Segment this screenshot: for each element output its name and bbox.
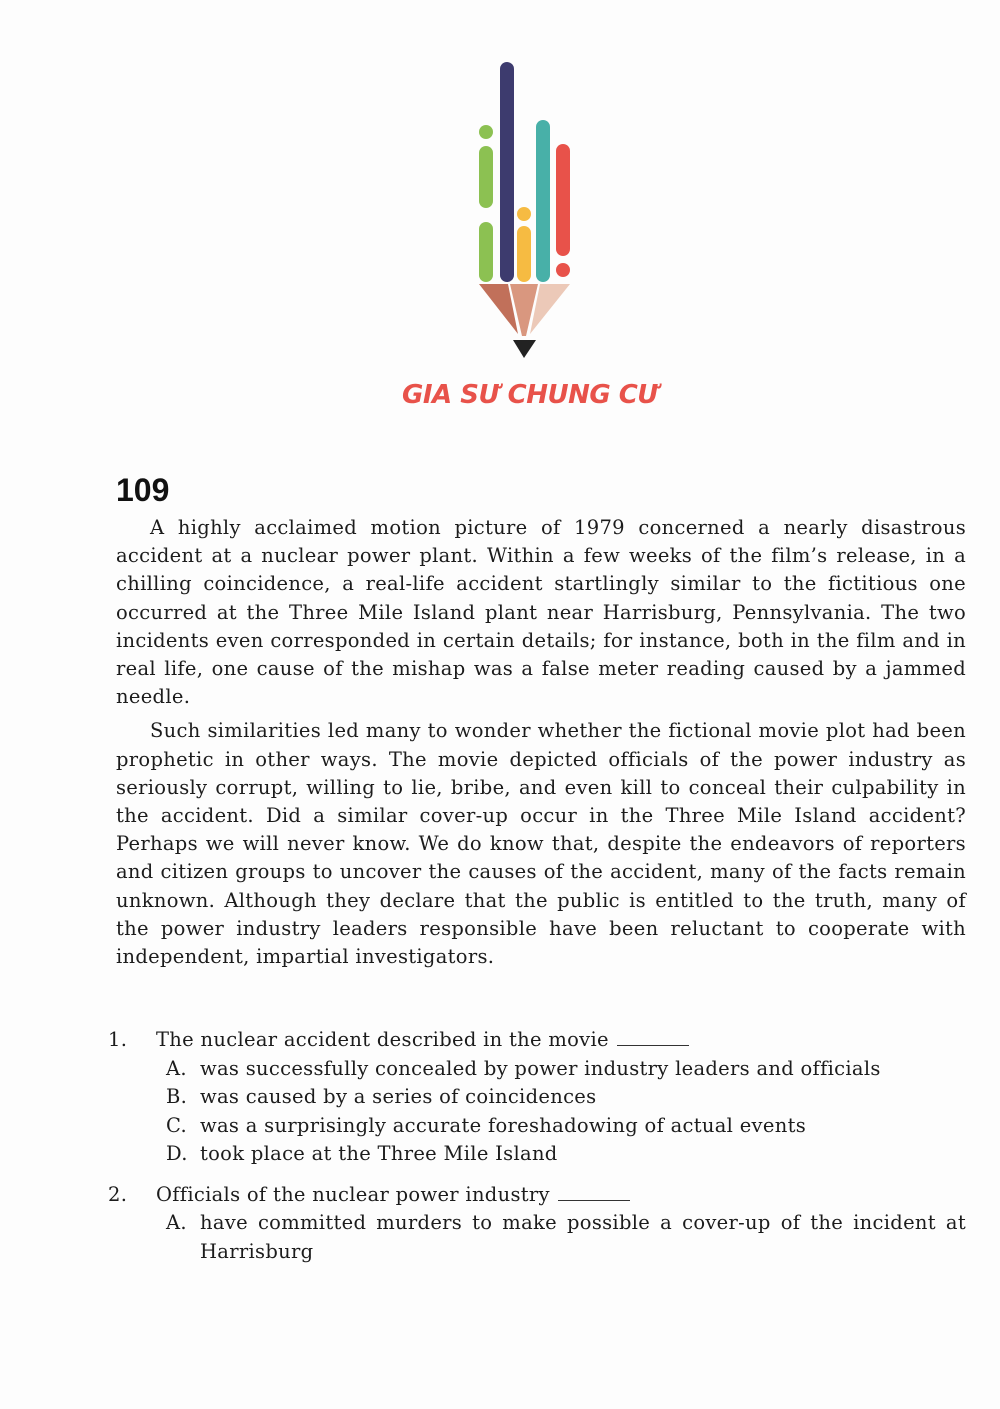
question-stem (108, 1026, 966, 1055)
option-text: took place at the Three Mile Island (200, 1142, 558, 1165)
passage-paragraph: Such similarities led many to wonder whether the fictional movie plot had been prophetic in other ways. The movie depicted officials of the power industry as seriously corrupt, willing to lie, bribe, and even kill to conceal their culpability in the accident. Did a similar cover-up occur in the Three Mile Island accident? Perhaps we will never know. We do know that, despite the endeavors of reporters and citizen groups to uncover the causes of the accident, many of the facts remain unknown. Although they declare that the public is entitled to the truth, many of the power industry leaders responsible have been reluctant to cooperate with independent, impartial investigators. (116, 719, 966, 969)
logo-bar-green-bottom (479, 222, 493, 282)
question-number: 1. (108, 1028, 128, 1051)
logo-bar-yellow (517, 226, 531, 282)
option-label: A. (166, 1211, 187, 1234)
logo-bar-teal (536, 120, 550, 282)
answer-option[interactable] (108, 1083, 966, 1112)
logo-dot-green (479, 125, 493, 139)
answer-option[interactable] (108, 1055, 966, 1084)
option-text: was a surprisingly accurate foreshadowing of actual events (200, 1113, 807, 1137)
reading-passage (116, 514, 966, 977)
passage-paragraph: A highly acclaimed motion picture of 1979 concerned a nearly disastrous accident at a nuclear power plant. Within a few weeks of the film’s release, in a chilling coincidence, a real-life accident startlingly similar to the fictitious one occurred at the Three Mile Island plant near Harrisburg, Pennsylvania. The two incidents even corresponded in certain details; for instance, both in the film and in real life, one cause of the mishap was a false meter reading caused by a jammed needle. (116, 516, 966, 709)
question-number: 2. (108, 1182, 128, 1206)
question-text (156, 1181, 630, 1210)
question-stem-text: The nuclear accident described in the movie (156, 1028, 609, 1051)
logo-bar-navy (500, 62, 514, 282)
section-number: 109 (116, 472, 170, 508)
answer-option[interactable] (108, 1112, 966, 1141)
logo-dot-red (556, 263, 570, 277)
logo-dot-yellow (517, 207, 531, 221)
answer-option[interactable] (108, 1140, 966, 1169)
answer-option[interactable] (108, 1209, 966, 1266)
question-item (108, 1181, 966, 1267)
logo-nib (513, 340, 536, 358)
logo-bar-green-top (479, 146, 493, 208)
option-label: D. (166, 1142, 188, 1165)
answer-blank[interactable] (558, 1182, 630, 1201)
pencil-logo-icon (470, 62, 580, 362)
question-stem (108, 1181, 966, 1210)
option-text: was successfully concealed by power industry leaders and officials (200, 1056, 881, 1080)
question-list (108, 1026, 966, 1278)
option-label: A. (166, 1056, 187, 1080)
answer-blank[interactable] (617, 1027, 689, 1046)
option-label: B. (166, 1085, 188, 1108)
option-label: C. (166, 1113, 188, 1137)
question-text (156, 1026, 689, 1055)
question-item (108, 1026, 966, 1169)
logo-bar-red (556, 144, 570, 256)
question-stem-text: Officials of the nuclear power industry (156, 1182, 550, 1206)
option-text: have committed murders to make possible a cover-up of the incident at Harrisburg (200, 1211, 966, 1263)
option-text: was caused by a series of coincidences (200, 1085, 597, 1108)
brand-name: GIA SƯ CHUNG CƯ (402, 380, 658, 410)
